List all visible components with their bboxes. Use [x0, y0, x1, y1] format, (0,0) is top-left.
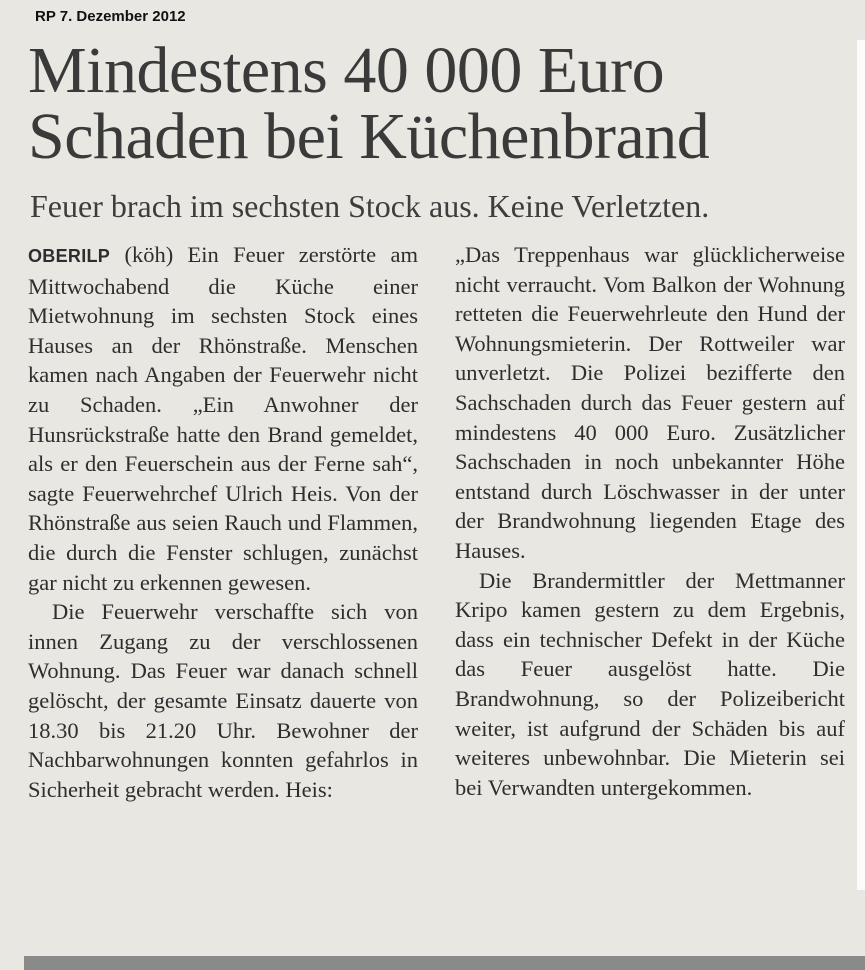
paper-edge — [857, 40, 865, 890]
article-column-right — [455, 240, 845, 802]
dateline: OBERILP — [28, 246, 111, 266]
paragraph: „Das Treppenhaus war glücklicherweise nicht verraucht. Vom Balkon der Wohnung retteten die Feuerwehrleute den Hund der Wohnungsmieterin. Der Rottweiler war unverletzt. Die Polizei bezifferte den Sachschaden durch das Feuer gestern auf mindestens 40 000 Euro. Zusätzlicher Sachschaden in noch unbekannter Höhe entstand durch Löschwasser in der unter der Brandwohnung liegenden Etage des Hauses. — [455, 242, 845, 563]
paragraph: Die Brandermittler der Mettmanner Kripo kamen gestern zu dem Ergebnis, dass ein technischer Defekt in der Küche das Feuer ausgelöst hatte. Die Brandwohnung, so der Polizeibericht weiter, ist aufgrund der Schäden bis auf weiteres unbewohnbar. Die Mieterin sei bei Verwandten untergekommen. — [455, 567, 845, 800]
paragraph: Die Feuerwehr verschaffte sich von innen Zugang zu der verschlossenen Wohnung. Das Feuer war danach schnell gelöscht, der gesamte Einsatz dauerte von 18.30 bis 21.20 Uhr. Bewohner der Nachbarwohnungen konnten gefahrlos in Sicherheit gebracht werden. Heis: — [28, 599, 418, 802]
headline-line-1: Mindestens 40 000 Euro — [28, 34, 665, 107]
paragraph-text: (köh) Ein Feuer zerstörte am Mittwochabend die Küche einer Mietwohnung im sechsten Stock eines Hauses an der Rhönstraße. Menschen kamen nach Angaben der Feuerwehr nicht zu Schaden. „Ein Anwohner der Hunsrückstraße hatte den Brand gemeldet, als er den Feuerschein aus der Ferne sah“, sagte Feuerwehrchef Ulrich Heis. Von der Rhönstraße aus seien Rauch und Flammen, die durch die Fenster schlugen, zunächst gar nicht zu erkennen gewesen. — [28, 242, 418, 595]
paragraph — [28, 240, 418, 597]
source-label: RP 7. Dezember 2012 — [35, 8, 186, 25]
subheadline: Feuer brach im sechsten Stock aus. Keine Verletzten. — [30, 188, 710, 224]
headline-line-2: Schaden bei Küchenbrand — [28, 100, 710, 173]
bottom-border — [24, 956, 865, 970]
headline — [28, 34, 848, 173]
article-column-left — [28, 240, 418, 804]
